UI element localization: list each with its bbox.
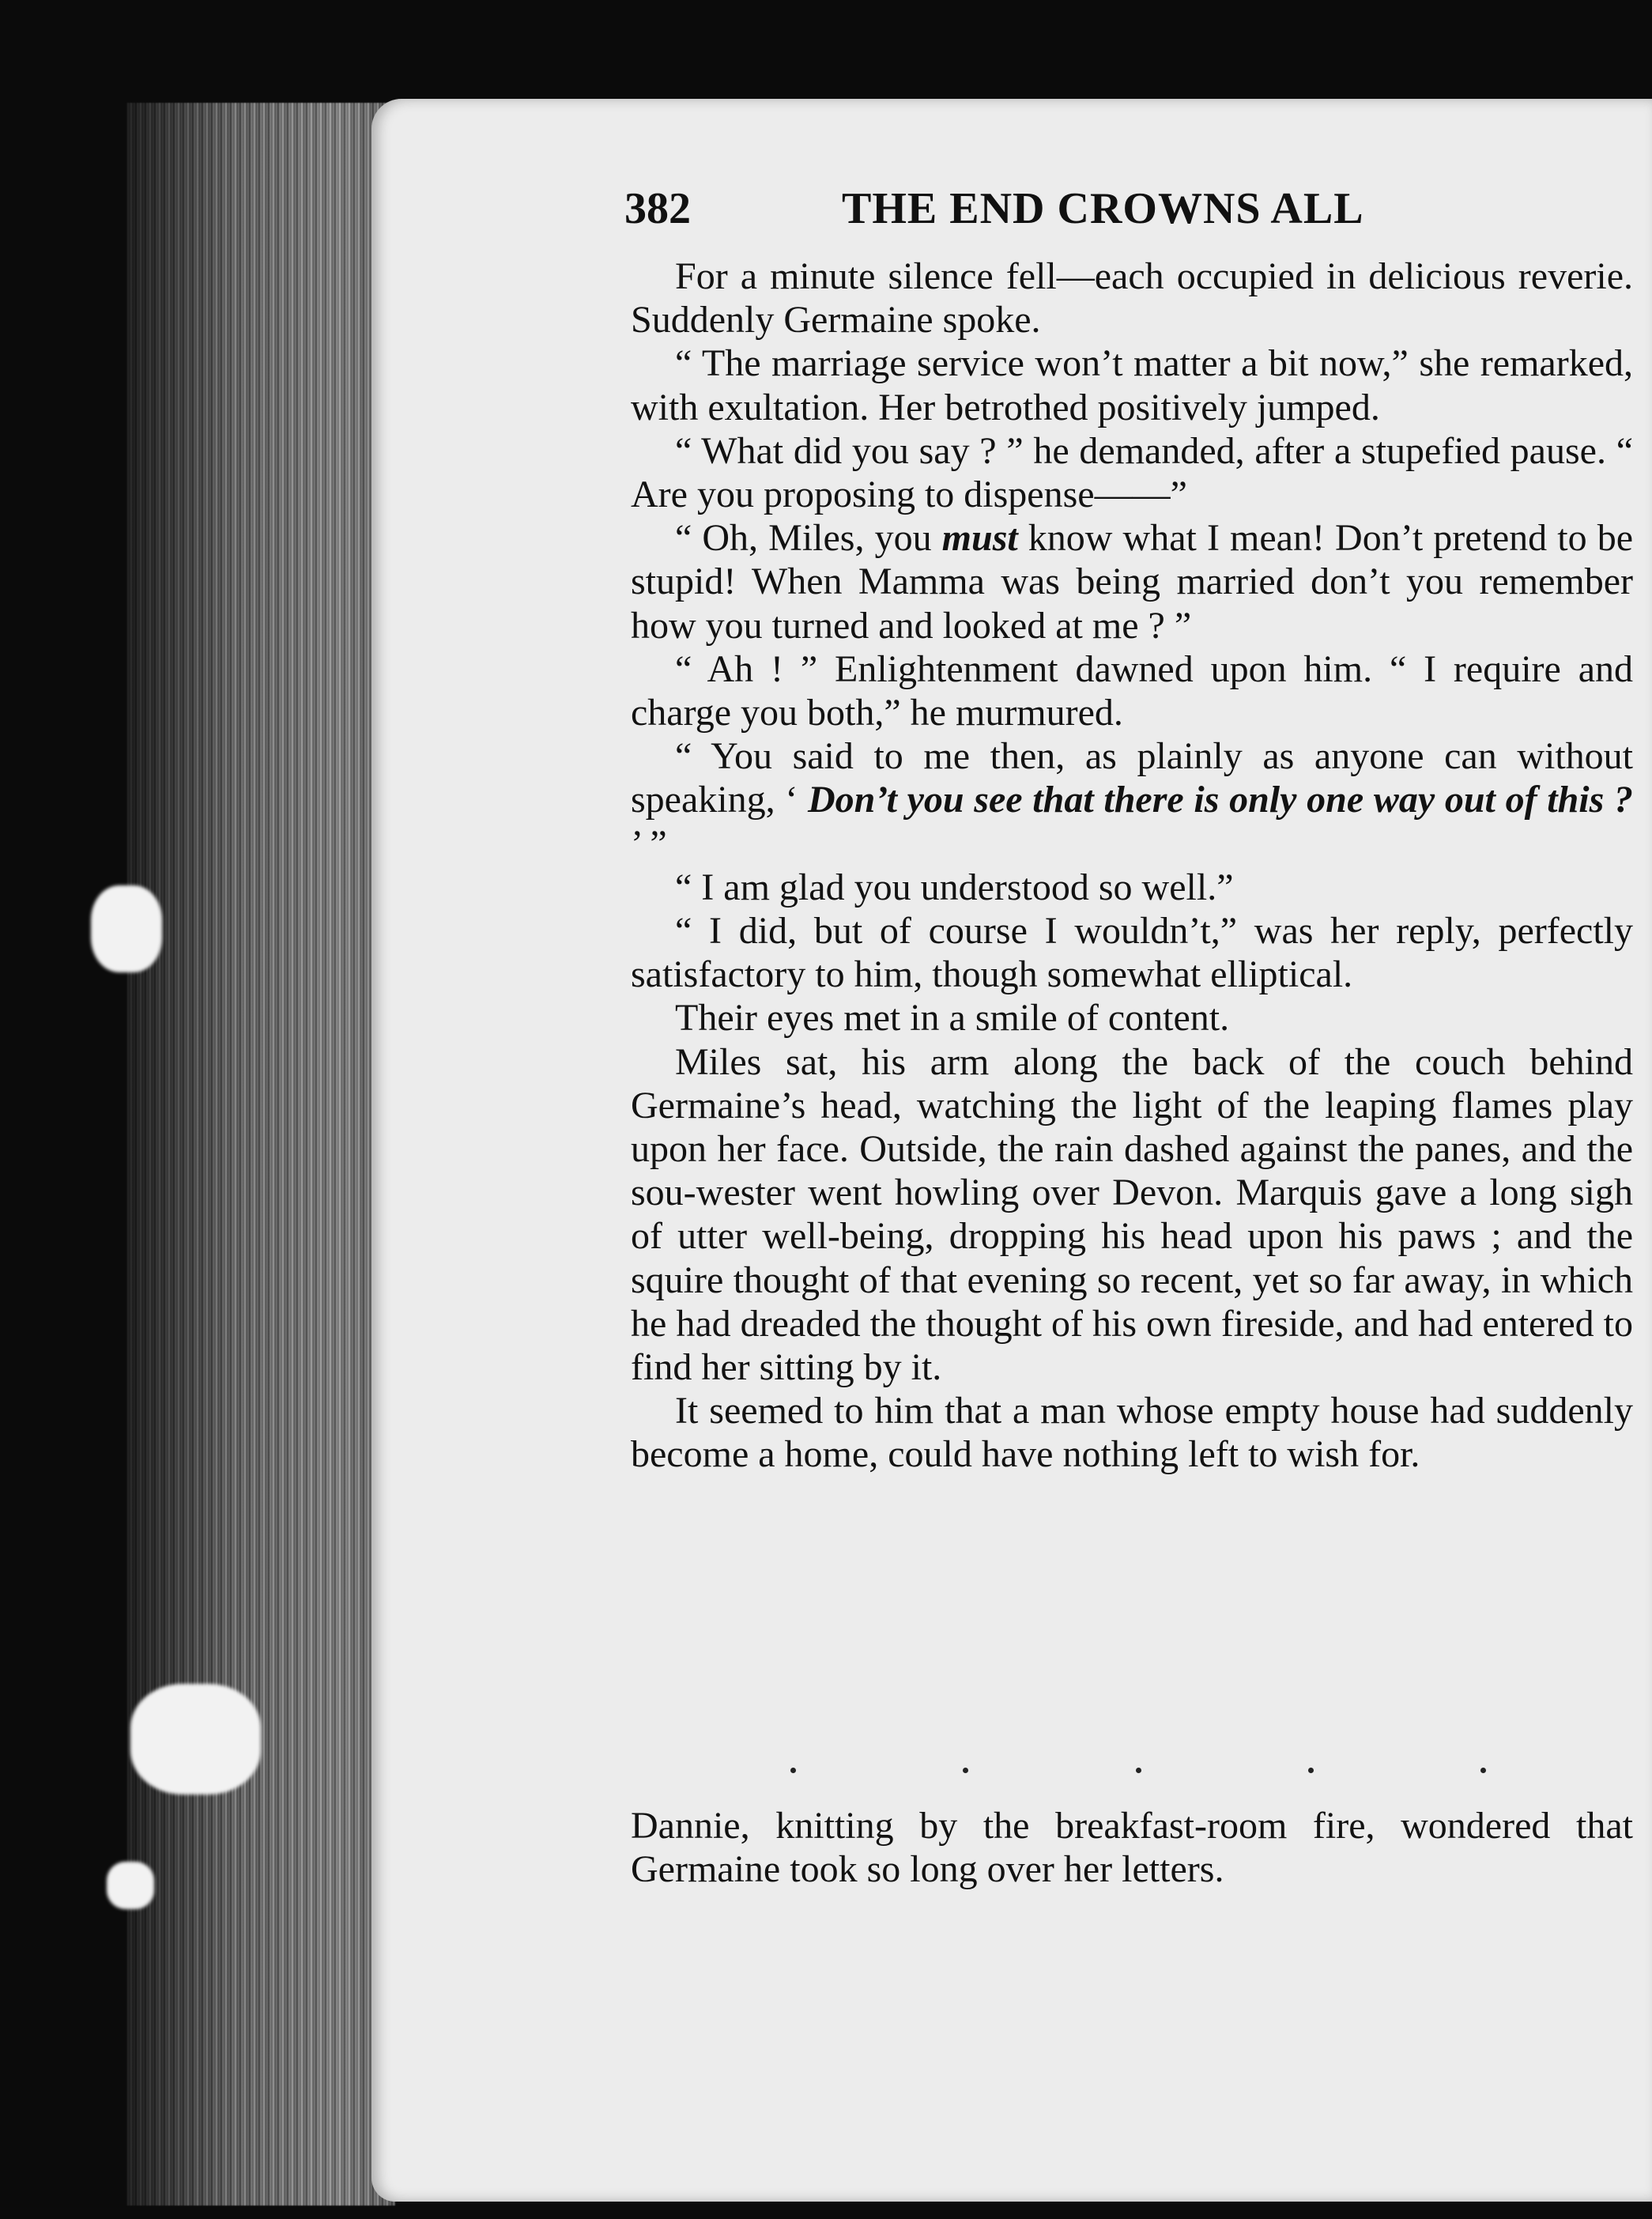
paragraph: [631, 255, 1633, 342]
break-dot: [963, 1768, 968, 1773]
page-number: 382: [624, 184, 691, 233]
paragraph-text: “ Ah ! ” Enlightenment dawned upon him. “ I require and charge you both,” he murmured.: [631, 647, 1633, 734]
paragraph-text: “ The marriage service won’t matter a bit now,” she remarked, with exultation. Her betrothed positively jumped.: [631, 342, 1633, 428]
paragraph: [631, 909, 1633, 996]
paragraph: [631, 647, 1633, 734]
paragraph: [631, 429, 1633, 516]
paragraph: [631, 1040, 1633, 1390]
paragraph: [631, 1804, 1633, 1891]
paragraph: [631, 866, 1633, 909]
final-paragraph-block: [631, 1804, 1633, 1891]
paragraph-text: ’ ”: [631, 822, 667, 865]
paragraph-text: Their eyes met in a smile of content.: [675, 997, 1230, 1040]
break-dot: [1480, 1768, 1486, 1773]
running-title: THE END CROWNS ALL: [842, 184, 1364, 233]
break-dot: [1308, 1768, 1314, 1773]
section-break-dots: [790, 1768, 1486, 1783]
paragraph: [631, 996, 1633, 1040]
page-header: [624, 183, 1494, 239]
body-text: [631, 255, 1633, 1477]
paragraph-text: “ What did you say ? ” he demanded, after a stupefied pause. “ Are you proposing to dispense——”: [631, 429, 1633, 516]
paragraph: [631, 1389, 1633, 1476]
paragraph-text: Dannie, knitting by the breakfast-room fire, wondered that Germaine took so long over her letters.: [631, 1805, 1633, 1891]
paragraph-text: It seemed to him that a man whose empty house had suddenly become a home, could have nothing left to wish for.: [631, 1390, 1633, 1476]
paragraph-text: “ You said to me then, as plainly as anyone can without speaking, ‘: [631, 735, 1633, 821]
italic-text: Don’t you see that there is only one way out of this ?: [808, 779, 1634, 821]
paragraph-text: For a minute silence fell—each occupied in delicious reverie. Suddenly Germaine spoke.: [631, 255, 1633, 342]
paragraph: [631, 516, 1633, 647]
paper-speck: [130, 1684, 261, 1794]
break-dot: [790, 1768, 796, 1773]
paper-speck: [107, 1862, 154, 1909]
italic-text: must: [941, 517, 1018, 560]
paragraph-text: “ Oh, Miles, you: [675, 517, 942, 560]
paper-speck: [91, 885, 162, 972]
book-page-edges: [126, 103, 395, 2206]
paragraph-text: “ I did, but of course I wouldn’t,” was her reply, perfectly satisfactory to him, though somewhat elliptical.: [631, 910, 1633, 996]
paragraph-text: Miles sat, his arm along the back of the couch behind Germaine’s head, watching the light of the leaping flames play upon her face. Outside, the rain dashed against the panes, and the sou-wester went howling over Devon. Marquis gave a long sigh of utter well-being, dropping his head upon his paws ; and the squire thought of that evening so recent, yet so far away, in which he had dreaded the thought of his own fireside, and had entered to find her sitting by it.: [631, 1040, 1633, 1389]
break-dot: [1136, 1768, 1141, 1773]
paragraph-text: know what I mean! Don’t pretend to be stupid! When Mamma was being married don’t you remember how you turned and looked at me ? ”: [631, 517, 1633, 647]
paragraph: [631, 734, 1633, 866]
paragraph-text: “ I am glad you understood so well.”: [675, 866, 1234, 908]
paragraph: [631, 342, 1633, 428]
